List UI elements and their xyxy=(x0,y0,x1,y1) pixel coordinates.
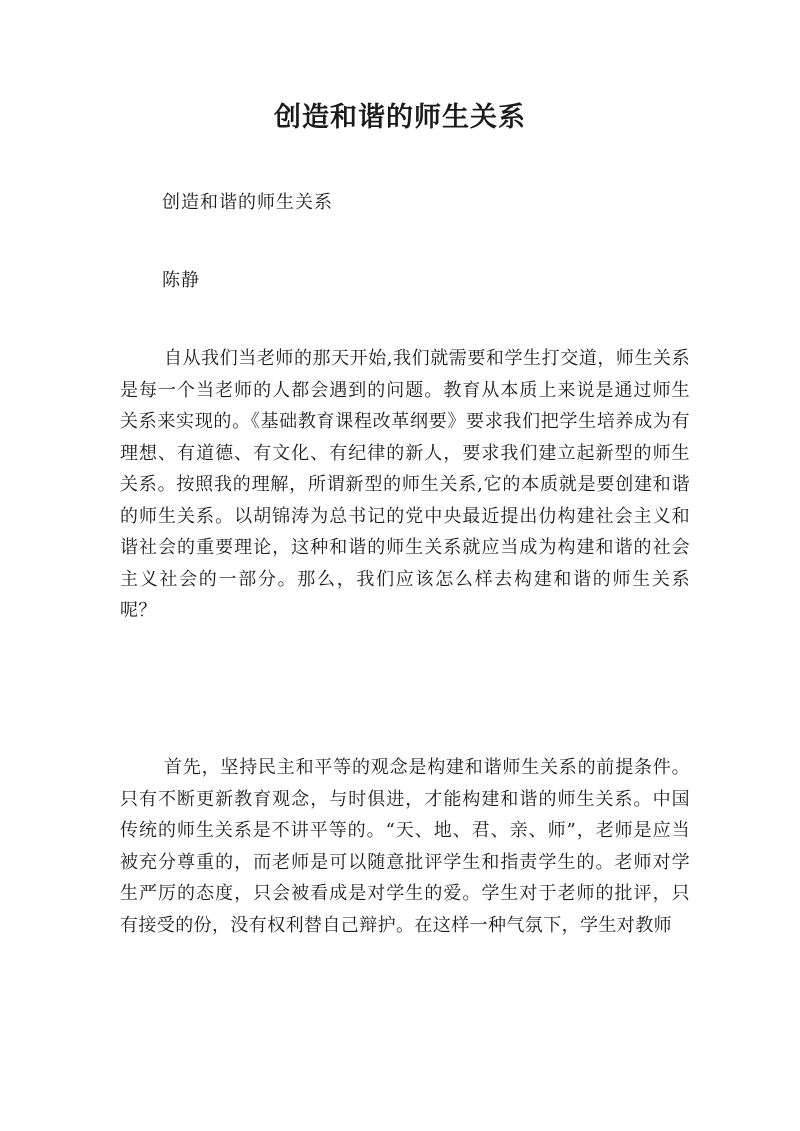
body-paragraph: 自从我们当老师的那天开始,我们就需要和学生打交道，师生关系是每一个当老师的人都会遇到的问题。教育从本质上来说是通过师生关系来实现的。《基础教育课程改革纲要》要求我们把学生培养成为有理想、有道德、有文化、有纪律的新人，要求我们建立起新型的师生关系。按照我的理解，所谓新型的师生关系,它的本质就是要创建和谐的师生关系。以胡锦涛为总书记的党中央最近提出仂构建社会主义和谐社会的重要理论，这种和谐的师生关系就应当成为构建和谐的社会主义社会的一部分。那么，我们应该怎么样去构建和谐的师生关系呢？ xyxy=(120,348,690,621)
document-subtitle: 创造和谐的师生关系 xyxy=(162,192,333,213)
document-title: 创造和谐的师生关系 xyxy=(274,102,526,133)
author-name: 陈静 xyxy=(162,270,200,291)
body-paragraph: 首先，坚持民主和平等的观念是构建和谐师生关系的前提条件。只有不断更新教育观念，与时俱进，才能构建和谐的师生关系。中国传统的师生关系是不讲平等的。“天、地、君、亲、师”，老师是应当被充分尊重的，而老师是可以随意批评学生和指责学生的。老师对学生严厉的态度，只会被看成是对学生的爱。学生对于老师的批评，只有接受的份，没有权利替自己辩护。在这样一种气氛下，学生对教师 xyxy=(120,757,690,936)
